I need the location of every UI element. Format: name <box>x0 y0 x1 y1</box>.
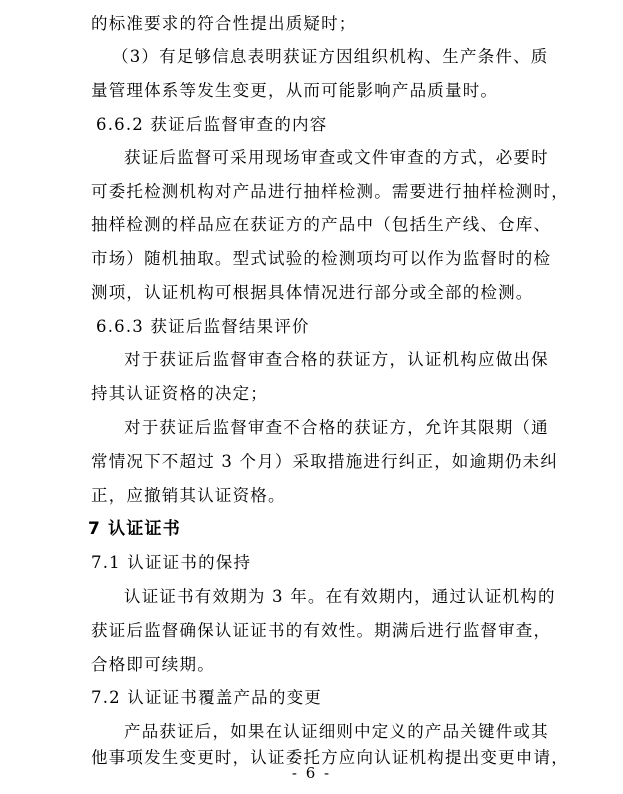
text-line: 产品获证后，如果在认证细则中定义的产品关键件或其 <box>124 722 549 741</box>
text-line: 获证后监督可采用现场审查或文件审查的方式，必要时 <box>124 148 549 167</box>
text-line: 测项，认证机构可根据具体情况进行部分或全部的检测。 <box>91 283 534 302</box>
text-line: 合格即可续期。 <box>91 655 215 674</box>
section-heading-7: 7 认证证书 <box>88 519 181 539</box>
section-heading-7-2: 7.2 认证证书覆盖产品的变更 <box>91 688 322 707</box>
text-line: 持其认证资格的决定； <box>91 384 268 403</box>
text-line: 获证后监督确保认证证书的有效性。期满后进行监督审查， <box>91 621 552 640</box>
text-line: 对于获证后监督审查合格的获证方，认证机构应做出保 <box>124 350 549 369</box>
text-line: 量管理体系等发生变更，从而可能影响产品质量时。 <box>91 81 499 100</box>
text-line: 认证证书有效期为 3 年。在有效期内，通过认证机构的 <box>124 587 556 606</box>
section-heading-7-1: 7.1 认证证书的保持 <box>91 553 252 572</box>
text-line: 的标准要求的符合性提出质疑时； <box>91 14 357 33</box>
text-line: 市场）随机抽取。型式试验的检测项均可以作为监督时的检 <box>91 249 552 268</box>
section-heading-6-6-3: 6.6.3 获证后监督结果评价 <box>96 317 310 336</box>
text-line: 正，应撤销其认证资格。 <box>91 486 286 505</box>
text-line: 他事项发生变更时，认证委托方应向认证机构提出变更申请， <box>91 748 569 767</box>
text-line: （3）有足够信息表明获证方因组织机构、生产条件、质 <box>112 47 549 66</box>
text-line: 对于获证后监督审查不合格的获证方，允许其限期（通 <box>124 418 549 437</box>
text-line: 常情况下不超过 3 个月）采取措施进行纠正，如逾期仍未纠 <box>91 452 559 471</box>
text-line: 抽样检测的样品应在获证方的产品中（包括生产线、仓库、 <box>91 215 552 234</box>
section-heading-6-6-2: 6.6.2 获证后监督审查的内容 <box>96 115 328 134</box>
page-number: - 6 - <box>291 764 332 782</box>
text-line: 可委托检测机构对产品进行抽样检测。需要进行抽样检测时， <box>91 182 569 201</box>
